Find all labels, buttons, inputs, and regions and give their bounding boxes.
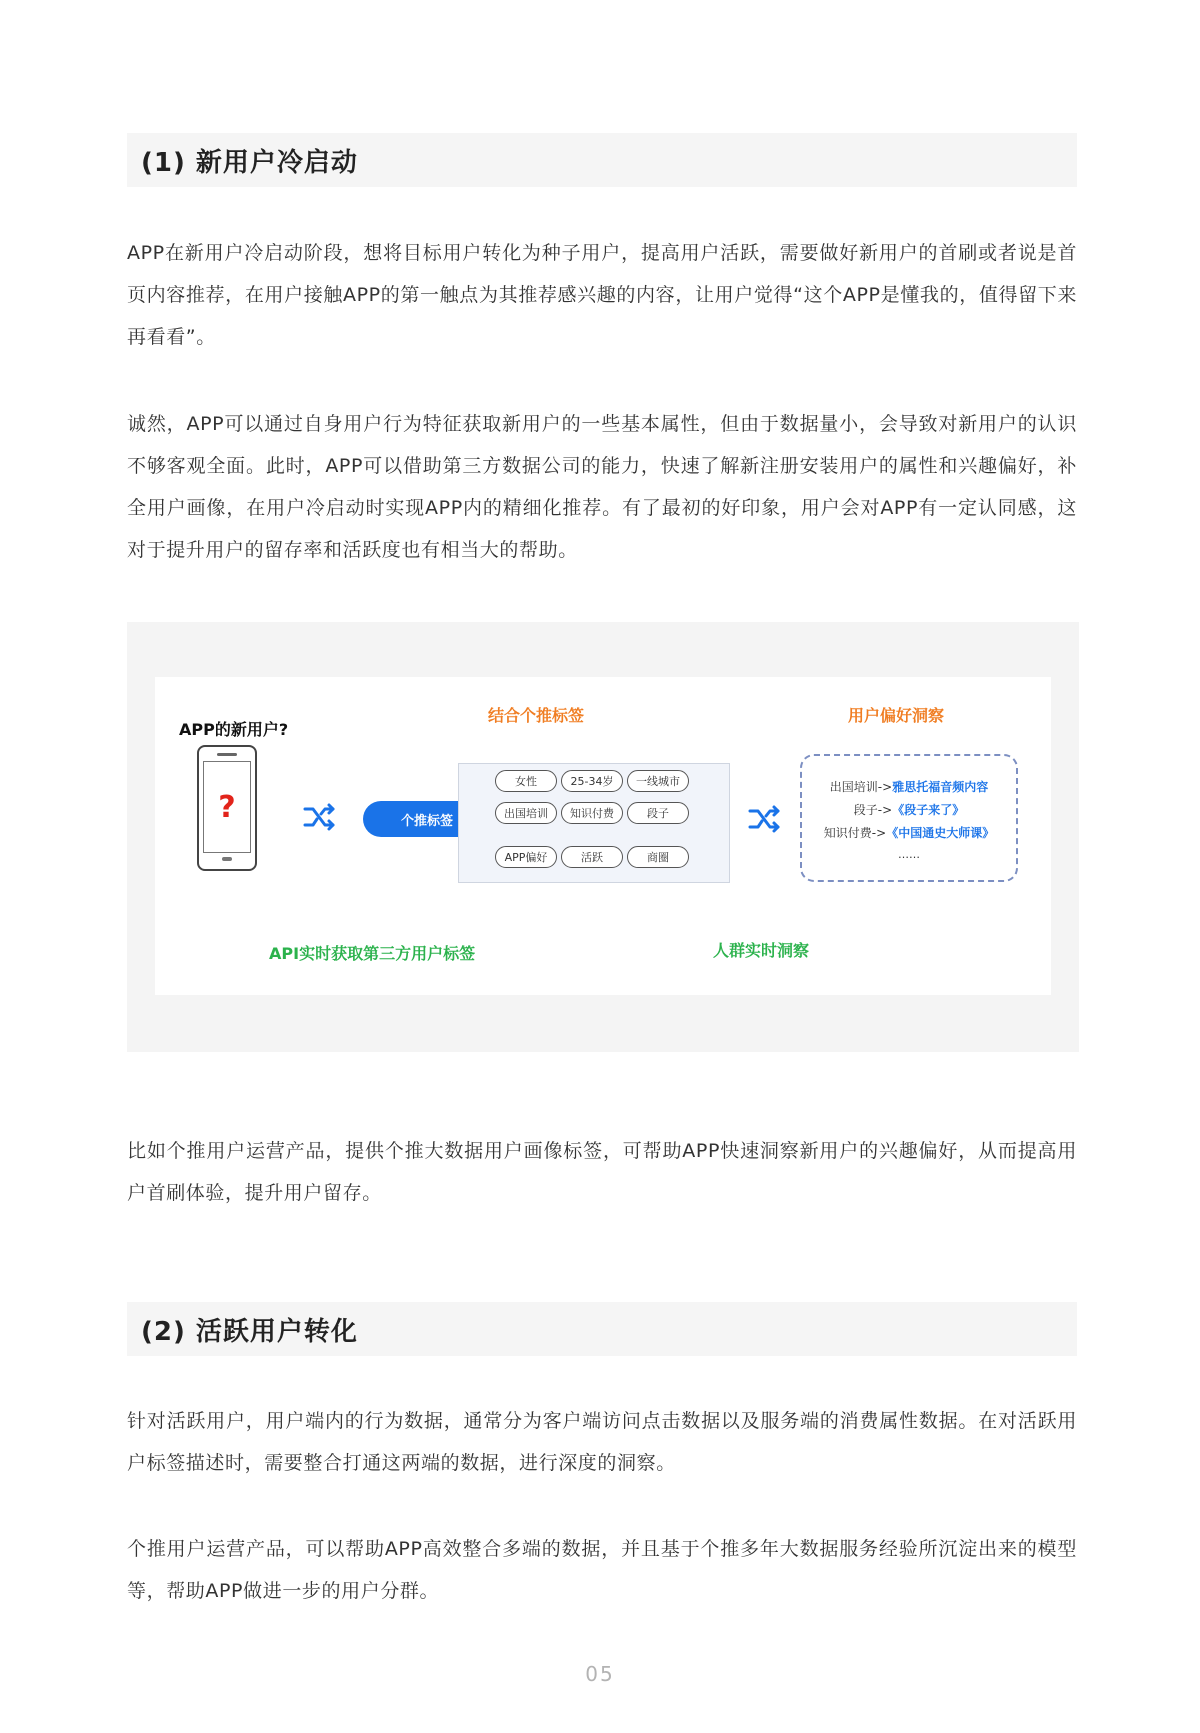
tag-item: 段子 (627, 802, 689, 824)
paragraph-cold-start-intro: APP在新用户冷启动阶段，想将目标用户转化为种子用户，提高用户活跃，需要做好新用户的首刷或者说是首页内容推荐，在用户接触APP的第一触点为其推荐感兴趣的内容，让用户觉得“这个APP是懂我的，值得留下来再看看”。 (127, 242, 1077, 348)
tag-item: APP偏好 (495, 846, 557, 868)
section-title: (1) 新用户冷启动 (141, 147, 358, 178)
phone-icon (197, 745, 257, 871)
shuffle-icon (748, 804, 782, 834)
tag-item: 活跃 (561, 846, 623, 868)
insight-row (802, 778, 1016, 795)
paragraph-getui-example: 比如个推用户运营产品，提供个推大数据用户画像标签，可帮助APP快速洞察新用户的兴趣偏好，从而提高用户首刷体验，提升用户留存。 (127, 1140, 1077, 1204)
tag-cloud (458, 763, 730, 883)
tag-item: 商圈 (627, 846, 689, 868)
section-heading-cold-start (127, 133, 1077, 187)
tag-item: 女性 (495, 770, 557, 792)
section-title: (2) 活跃用户转化 (141, 1316, 358, 1347)
preference-insight-label: 用户偏好洞察 (848, 706, 945, 725)
insight-box (800, 754, 1018, 882)
new-user-question: APP的新用户? (179, 720, 289, 739)
api-tag-label: API实时获取第三方用户标签 (269, 944, 476, 963)
insight-more: …… (898, 848, 920, 861)
question-mark-icon: ? (218, 789, 236, 825)
paragraph-multi-end-data: 个推用户运营产品，可以帮助APP高效整合多端的数据，并且基于个推多年大数据服务经验所沉淀出来的模型等，帮助APP做进一步的用户分群。 (127, 1538, 1077, 1602)
insight-row (802, 824, 1016, 841)
diagram-canvas (155, 677, 1051, 995)
insight-value: 《段子来了》 (892, 803, 965, 817)
diagram-figure (127, 622, 1079, 1052)
section-heading-active-users (127, 1302, 1077, 1356)
insight-key: 出国培训-> (829, 780, 893, 794)
combine-tags-label: 结合个推标签 (488, 706, 585, 725)
insight-value: 雅思托福音频内容 (892, 780, 989, 794)
insight-key: 知识付费-> (823, 826, 887, 840)
getui-tag-pill: 个推标签 (363, 801, 491, 837)
tag-item: 一线城市 (627, 770, 689, 792)
insight-key: 段子-> (853, 803, 893, 817)
paragraph-active-users: 针对活跃用户，用户端内的行为数据，通常分为客户端访问点击数据以及服务端的消费属性数据。在对活跃用户标签描述时，需要整合打通这两端的数据，进行深度的洞察。 (127, 1410, 1077, 1474)
tag-item: 知识付费 (561, 802, 623, 824)
insight-value: 《中国通史大师课》 (886, 826, 995, 840)
tag-item: 出国培训 (495, 802, 557, 824)
page-number: 05 (585, 1662, 615, 1686)
crowd-insight-label: 人群实时洞察 (713, 941, 810, 960)
tag-item: 25-34岁 (561, 770, 623, 792)
paragraph-third-party-data: 诚然，APP可以通过自身用户行为特征获取新用户的一些基本属性，但由于数据量小，会导致对新用户的认识不够客观全面。此时，APP可以借助第三方数据公司的能力，快速了解新注册安装用户的属性和兴趣偏好，补全用户画像，在用户冷启动时实现APP内的精细化推荐。有了最初的好印象，用户会对APP有一定认同感，这对于提升用户的留存率和活跃度也有相当大的帮助。 (127, 413, 1077, 561)
shuffle-icon (303, 802, 337, 832)
insight-row (802, 801, 1016, 818)
